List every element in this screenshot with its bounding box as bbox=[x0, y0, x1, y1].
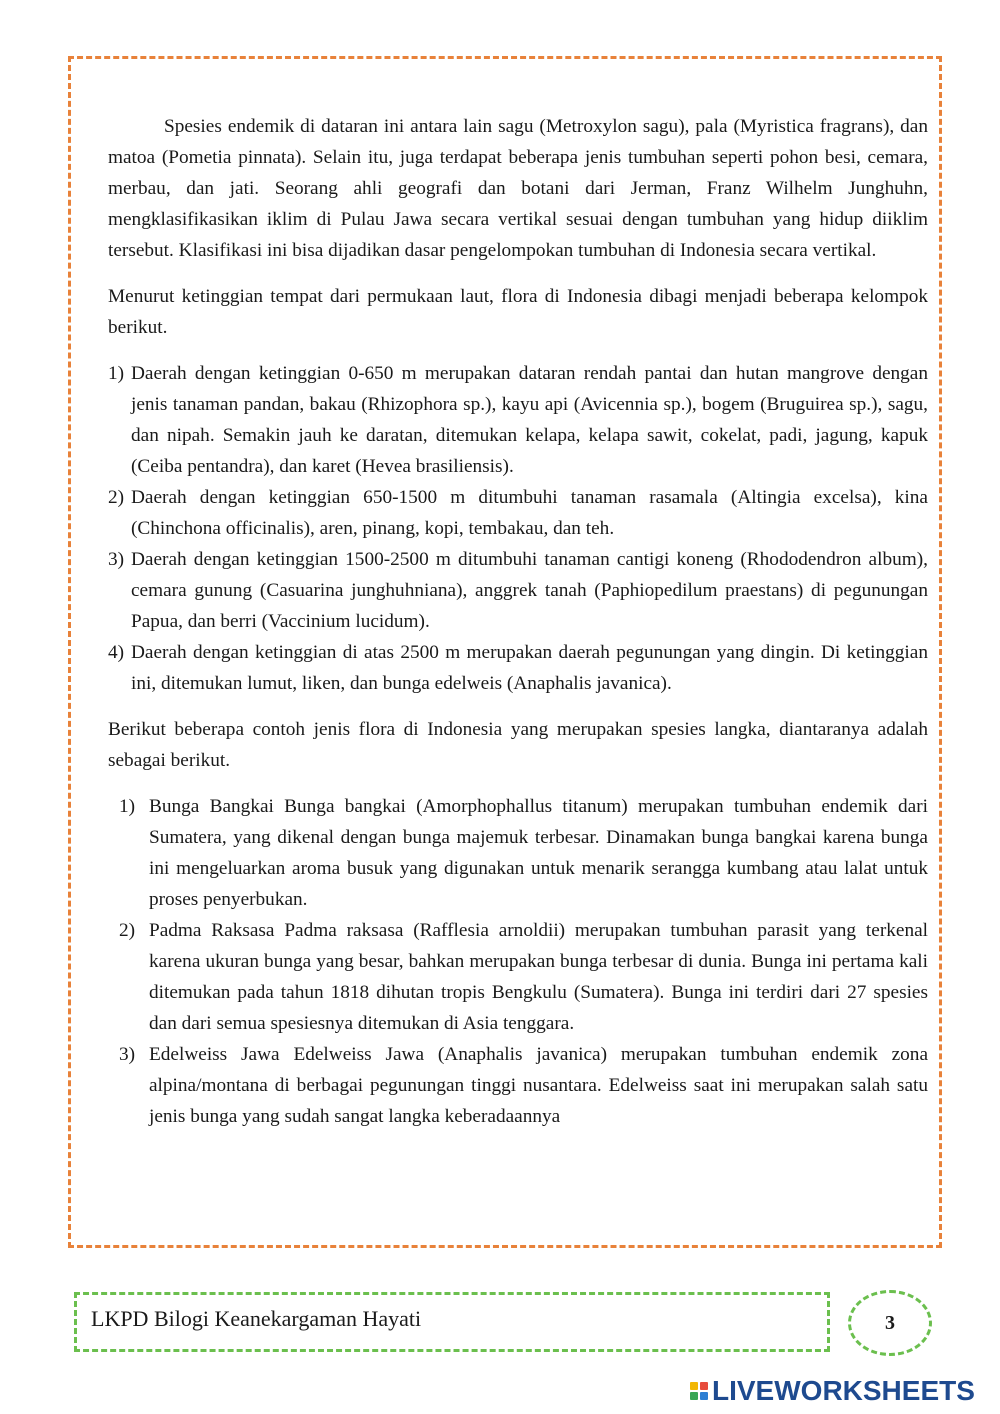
paragraph-altitude-intro: Menurut ketinggian tempat dari permukaan laut, flora di Indonesia dibagi menjadi beberapa kelompok berikut. bbox=[108, 286, 928, 338]
list-item bbox=[108, 544, 928, 637]
rare-species-list bbox=[108, 791, 928, 1132]
list-item-text: Daerah dengan ketinggian 1500-2500 m ditumbuhi tanaman cantigi koneng (Rhododendron album), cemara gunung (Casuarina junghuhniana), anggrek tanah (Paphiopedilum praestans) di pegunungan Papua, dan berri (Vaccinium lucidum). bbox=[131, 549, 928, 632]
altitude-list bbox=[108, 358, 928, 699]
liveworksheets-logo-icon bbox=[690, 1382, 708, 1400]
list-item bbox=[108, 791, 928, 915]
list-item bbox=[108, 358, 928, 482]
list-number: 1) bbox=[108, 363, 125, 384]
list-item-text: Padma Raksasa Padma raksasa (Rafflesia arnoldii) merupakan tumbuhan parasit yang terkenal karena ukuran bunga yang besar, bahkan merupakan bunga terbesar di dunia. Bunga ini pertama kali ditemukan pada tahun 1818 dihutan tropis Bengkulu (Sumatera). Bunga ini terdiri dari 27 spesies dan dari semua spesiesnya ditemukan di Asia tenggara. bbox=[149, 920, 928, 1034]
list-item bbox=[108, 637, 928, 699]
list-number: 2) bbox=[119, 920, 136, 941]
list-item-text: Edelweiss Jawa Edelweiss Jawa (Anaphalis javanica) merupakan tumbuhan endemik zona alpina/montana di berbagai pegunungan tinggi nusantara. Edelweiss saat ini merupakan salah satu jenis bunga yang sudah sangat langka keberadaannya bbox=[149, 1044, 928, 1127]
list-item-text: Daerah dengan ketinggian 650-1500 m ditumbuhi tanaman rasamala (Altingia excelsa), kina (Chinchona officinalis), aren, pinang, kopi, tembakau, dan teh. bbox=[131, 487, 928, 539]
footer-title: LKPD Bilogi Keanekargaman Hayati bbox=[91, 1306, 422, 1331]
list-number: 2) bbox=[108, 487, 125, 508]
list-item bbox=[108, 1039, 928, 1132]
list-item bbox=[108, 915, 928, 1039]
list-item bbox=[108, 482, 928, 544]
page-number-badge bbox=[848, 1290, 932, 1356]
page-number: 3 bbox=[885, 1311, 895, 1334]
list-number: 4) bbox=[108, 642, 125, 663]
paragraph-rare-species-intro: Berikut beberapa contoh jenis flora di Indonesia yang merupakan spesies langka, diantaranya adalah sebagai berikut. bbox=[108, 719, 928, 771]
document-body bbox=[108, 111, 928, 1132]
footer-title-box bbox=[74, 1292, 830, 1352]
list-item-text: Daerah dengan ketinggian di atas 2500 m merupakan daerah pegunungan yang dingin. Di ketinggian ini, ditemukan lumut, liken, dan bunga edelweis (Anaphalis javanica). bbox=[131, 642, 928, 694]
liveworksheets-watermark bbox=[690, 1375, 975, 1407]
list-number: 1) bbox=[119, 796, 136, 817]
paragraph-endemic-species: Spesies endemik di dataran ini antara lain sagu (Metroxylon sagu), pala (Myristica fragrans), dan matoa (Pometia pinnata). Selain itu, juga terdapat beberapa jenis tumbuhan seperti pohon besi, cemara, merbau, dan jati. Seorang ahli geografi dan botani dari Jerman, Franz Wilhelm Junghuhn, mengklasifikasikan iklim di Pulau Jawa secara vertikal sesuai dengan tumbuhan yang hidup diiklim tersebut. Klasifikasi ini bisa dijadikan dasar pengelompokan tumbuhan di Indonesia secara vertikal. bbox=[108, 116, 928, 261]
list-number: 3) bbox=[108, 549, 125, 570]
list-item-text: Daerah dengan ketinggian 0-650 m merupakan dataran rendah pantai dan hutan mangrove dengan jenis tanaman pandan, bakau (Rhizophora sp.), kayu api (Avicennia sp.), bogem (Bruguirea sp.), sagu, dan nipah. Semakin jauh ke daratan, ditemukan kelapa, kelapa sawit, cokelat, padi, jagung, kapuk (Ceiba pentandra), dan karet (Hevea brasiliensis). bbox=[131, 363, 928, 477]
list-item-text: Bunga Bangkai Bunga bangkai (Amorphophallus titanum) merupakan tumbuhan endemik dari Sumatera, yang dikenal dengan bunga majemuk terbesar. Dinamakan bunga bangkai karena bunga ini mengeluarkan aroma busuk yang digunakan untuk menarik serangga kumbang atau lalat untuk proses penyerbukan. bbox=[149, 796, 928, 910]
list-number: 3) bbox=[119, 1044, 136, 1065]
watermark-text: LIVEWORKSHEETS bbox=[712, 1375, 975, 1406]
